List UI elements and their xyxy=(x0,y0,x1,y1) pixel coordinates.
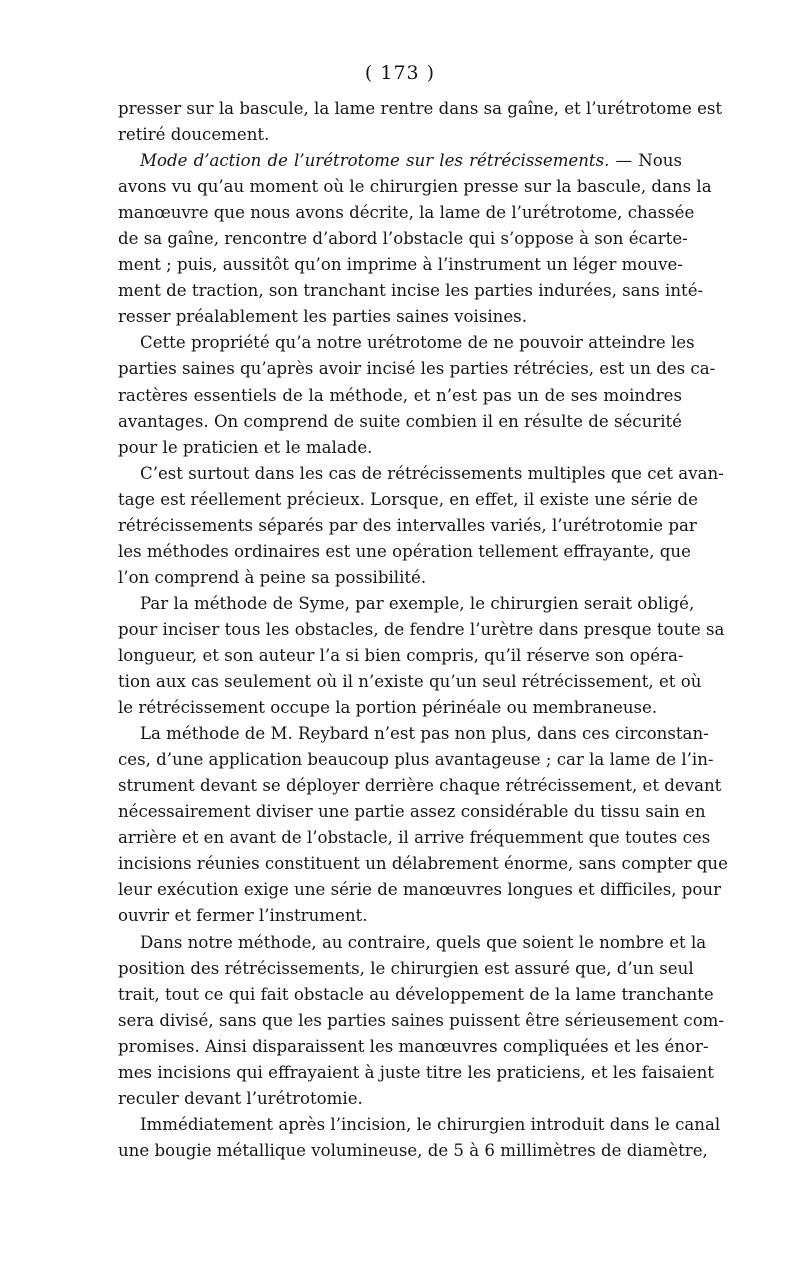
line-text: leur exécution exige une série de manœuvres longues et difficiles, pour xyxy=(118,880,722,900)
text-line xyxy=(118,513,697,539)
line-text: La méthode de M. Reybard n’est pas non plus, dans ces circonstan- xyxy=(140,724,709,744)
line-text: longueur, et son auteur l’a si bien compris, qu’il réserve son opéra- xyxy=(118,645,684,665)
text-line xyxy=(118,200,695,226)
text-line xyxy=(118,930,707,956)
line-text: parties saines qu’après avoir incisé les parties rétrécies, est un des ca- xyxy=(118,359,716,379)
line-text: reculer devant l’urétrotomie. xyxy=(118,1088,363,1108)
line-text: resser préalablement les parties saines voisines. xyxy=(118,307,527,327)
line-text: les méthodes ordinaires est une opération tellement effrayante, que xyxy=(118,541,691,561)
text-line xyxy=(118,721,709,747)
text-line xyxy=(118,643,682,669)
line-text: ouvrir et fermer l’instrument. xyxy=(118,906,368,926)
page-number: ( 173 ) xyxy=(364,62,436,84)
text-line xyxy=(118,252,682,278)
line-text: — Nous xyxy=(609,151,683,171)
text-line xyxy=(118,539,691,565)
text-line xyxy=(118,773,722,799)
text-line xyxy=(118,565,682,591)
text-line xyxy=(118,1086,682,1112)
line-text: avantages. On comprend de suite combien il en résulte de sécurité xyxy=(118,411,682,431)
line-text: mes incisions qui effrayaient à juste titre les praticiens, et les faisaient xyxy=(118,1062,714,1082)
line-text: sera divisé, sans que les parties saines puissent être sérieusement com- xyxy=(118,1010,725,1030)
text-line xyxy=(118,695,682,721)
line-text: strument devant se déployer derrière chaque rétrécissement, et devant xyxy=(118,776,722,796)
line-text: Immédiatement après l’incision, le chirurgien introduit dans le canal xyxy=(140,1114,721,1134)
text-line xyxy=(118,409,682,435)
line-text: manœuvre que nous avons décrite, la lame de l’urétrotome, chassée xyxy=(118,203,695,223)
line-text: presser sur la bascule, la lame rentre dans sa gaîne, et l’urétrotome est xyxy=(118,99,723,118)
text-line xyxy=(118,825,711,851)
line-text: trait, tout ce qui fait obstacle au développement de la lame tranchante xyxy=(118,984,714,1004)
text-line xyxy=(118,877,722,903)
text-line xyxy=(118,356,716,382)
line-text: position des rétrécissements, le chirurgien est assuré que, d’un seul xyxy=(118,958,694,978)
text-line xyxy=(118,851,728,877)
text-line xyxy=(118,669,702,695)
line-text: pour inciser tous les obstacles, de fendre l’urètre dans presque toute sa xyxy=(118,619,725,639)
text-line xyxy=(118,304,682,330)
text-line xyxy=(118,148,682,174)
text-line xyxy=(118,487,698,513)
text-line xyxy=(118,435,682,461)
line-text: ces, d’une application beaucoup plus avantageuse ; car la lame de l’in- xyxy=(118,750,714,770)
line-text: incisions réunies constituent un délabrement énorme, sans compter que xyxy=(118,854,728,874)
text-line xyxy=(118,96,723,122)
text-line xyxy=(118,226,688,252)
text-line xyxy=(118,174,712,200)
line-text: arrière et en avant de l’obstacle, il arrive fréquemment que toutes ces xyxy=(118,828,711,848)
text-line xyxy=(118,461,724,487)
text-line xyxy=(118,747,714,773)
text-line xyxy=(118,982,714,1008)
text-line xyxy=(118,591,695,617)
text-line xyxy=(118,278,704,304)
section-heading: Mode d’action de l’urétrotome sur les rétrécissements. xyxy=(140,151,610,171)
line-text: nécessairement diviser une partie assez considérable du tissu sain en xyxy=(118,802,706,822)
text-line xyxy=(118,383,682,409)
line-text: tion aux cas seulement où il n’existe qu’un seul rétrécissement, et où xyxy=(118,672,702,692)
line-text: le rétrécissement occupe la portion périnéale ou membraneuse. xyxy=(118,698,658,718)
text-line xyxy=(118,122,682,148)
text-line xyxy=(118,799,706,825)
line-text: promises. Ainsi disparaissent les manœuvres compliquées et les énor- xyxy=(118,1036,709,1056)
text-line xyxy=(118,1112,721,1138)
line-text: C’est surtout dans les cas de rétrécissements multiples que cet avan- xyxy=(140,463,724,483)
line-text: retiré doucement. xyxy=(118,125,270,145)
text-line xyxy=(118,617,725,643)
text-line xyxy=(118,1034,709,1060)
body-text xyxy=(118,96,728,1164)
line-text: Par la méthode de Syme, par exemple, le chirurgien serait obligé, xyxy=(140,593,695,613)
line-text: ment ; puis, aussitôt qu’on imprime à l’instrument un léger mouve- xyxy=(118,255,683,275)
text-line xyxy=(118,330,695,356)
line-text: rétrécissements séparés par des intervalles variés, l’urétrotomie par xyxy=(118,515,697,535)
line-text: Dans notre méthode, au contraire, quels que soient le nombre et la xyxy=(140,932,707,952)
text-line xyxy=(118,903,682,929)
line-text: tage est réellement précieux. Lorsque, en effet, il existe une série de xyxy=(118,489,698,509)
line-text: avons vu qu’au moment où le chirurgien presse sur la bascule, dans la xyxy=(118,177,712,197)
text-line xyxy=(118,1008,725,1034)
line-text: ractères essentiels de la méthode, et n’est pas un de ses moindres xyxy=(118,385,682,405)
text-line xyxy=(118,1060,714,1086)
text-line xyxy=(118,1138,708,1164)
line-text: de sa gaîne, rencontre d’abord l’obstacle qui s’oppose à son écarte- xyxy=(118,229,688,249)
line-text: pour le praticien et le malade. xyxy=(118,437,373,457)
text-line xyxy=(118,956,694,982)
line-text: Cette propriété qu’a notre urétrotome de ne pouvoir atteindre les xyxy=(140,333,695,353)
line-text: ment de traction, son tranchant incise les parties indurées, sans inté- xyxy=(118,281,704,301)
line-text: une bougie métallique volumineuse, de 5 à 6 millimètres de diamètre, xyxy=(118,1140,708,1160)
line-text: l’on comprend à peine sa possibilité. xyxy=(118,567,427,587)
